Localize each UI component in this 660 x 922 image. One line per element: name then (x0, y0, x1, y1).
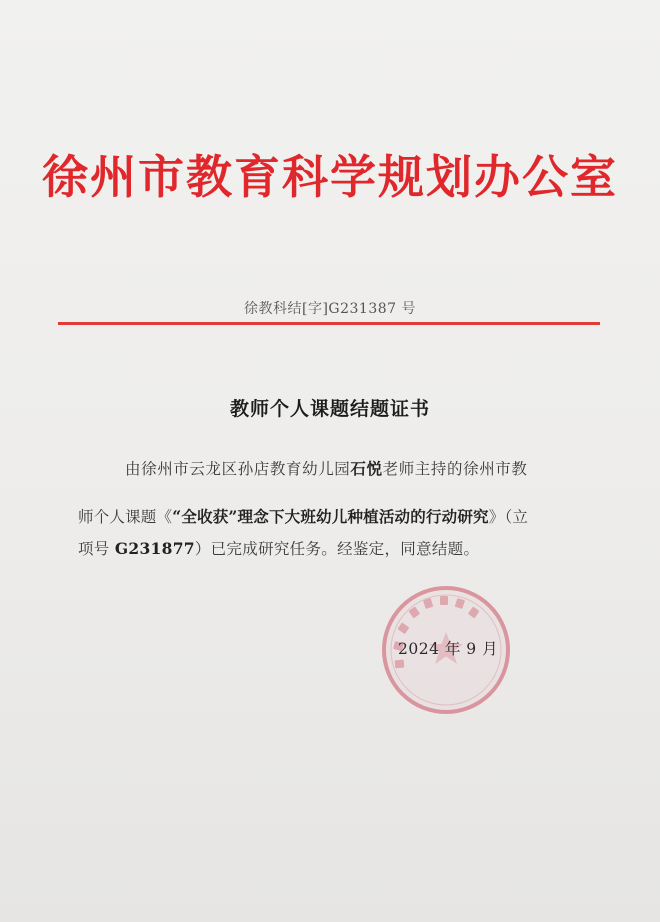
teacher-name: 石悦 (350, 459, 383, 478)
body-line-1 (125, 457, 528, 481)
body-text: 项号 (78, 540, 115, 558)
project-number: G231877 (114, 539, 195, 558)
topic-title-quoted: “全收获” (172, 507, 238, 526)
body-text: 师个人课题《 (78, 508, 173, 526)
body-text: 》（立 (488, 508, 529, 526)
document-number: 徐教科结[字]G231387 号 (243, 301, 416, 317)
topic-title: 理念下大班幼儿种植活动的行动研究 (237, 507, 489, 526)
body-text: ）已完成研究任务。经鉴定，同意结题。 (194, 540, 480, 558)
issuing-office-title: 徐州市教育科学规划办公室 (42, 150, 618, 204)
body-line-2 (78, 505, 528, 529)
body-text: 老师主持的徐州市教 (382, 460, 528, 478)
certificate-title: 教师个人课题结题证书 (229, 398, 430, 420)
red-divider-line (58, 322, 600, 325)
body-line-3 (78, 537, 479, 561)
issue-date: 2024 年 9 月 (398, 640, 499, 658)
body-text: 由徐州市云龙区孙店教育幼儿园 (125, 460, 351, 478)
